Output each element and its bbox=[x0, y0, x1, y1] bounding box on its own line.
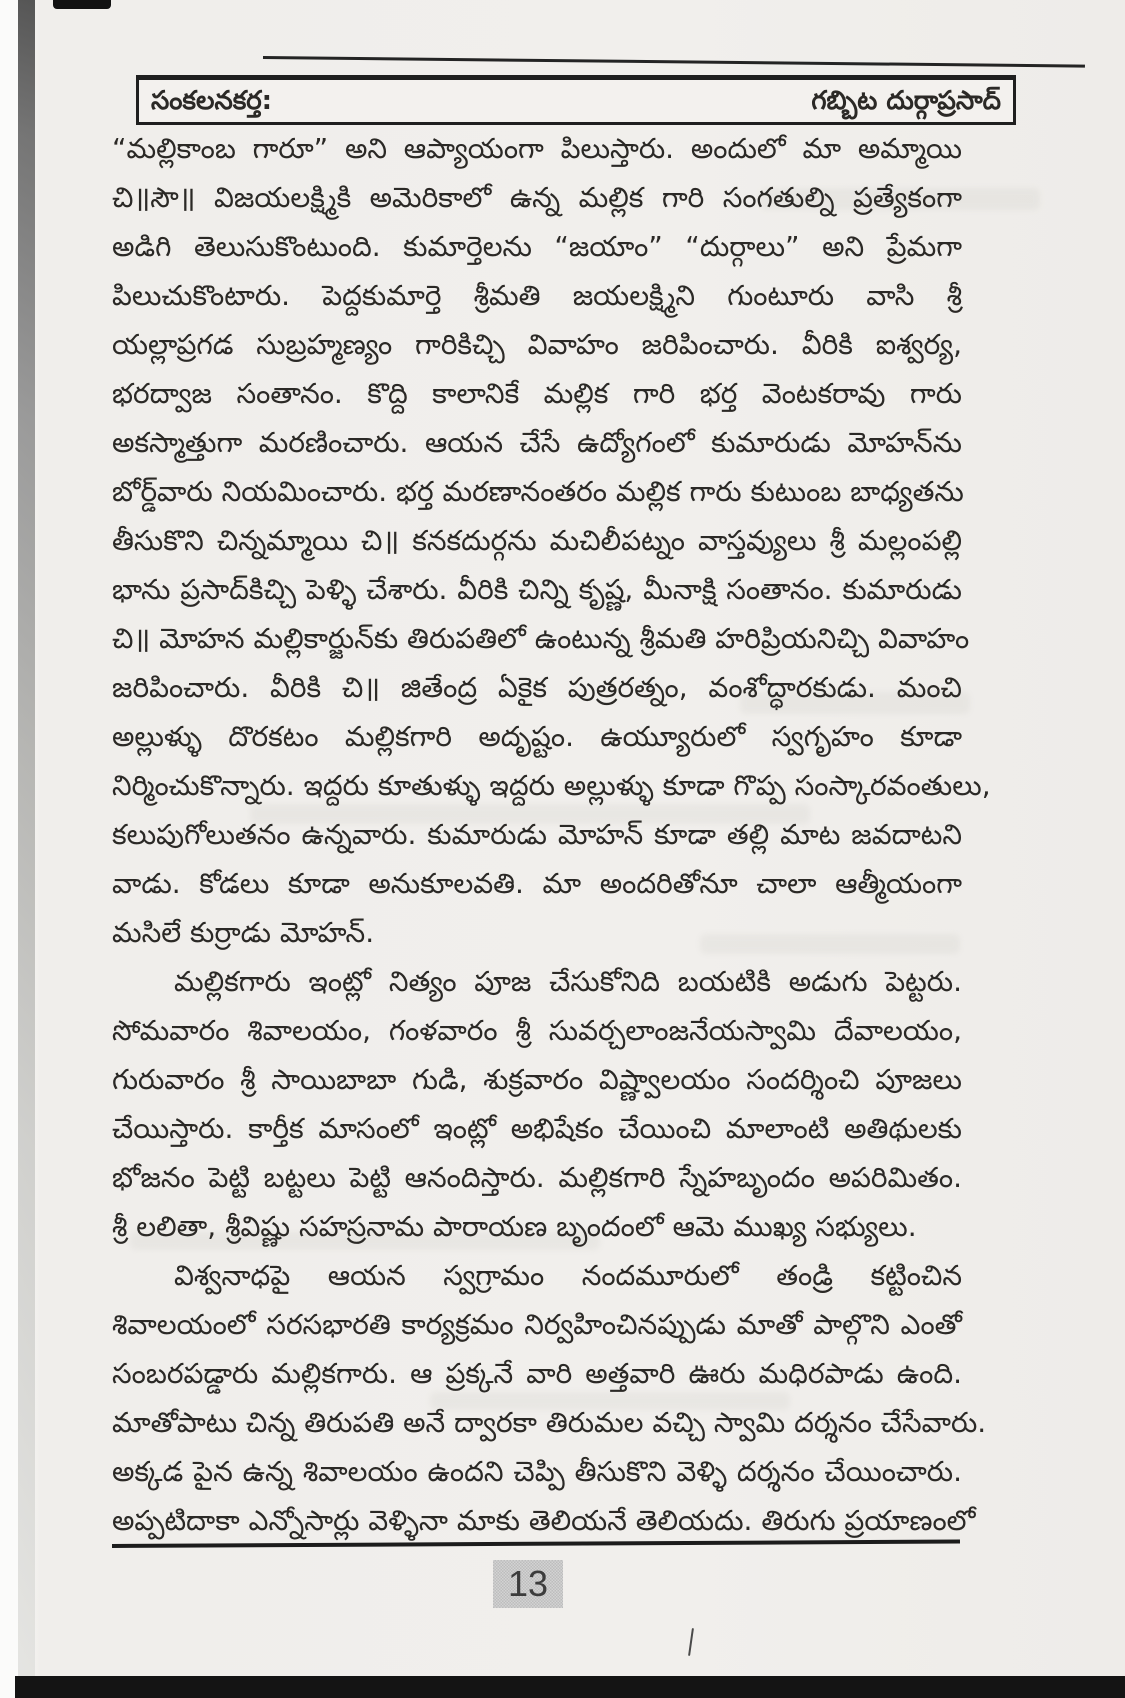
text-line: చేయిస్తారు. కార్తీక మాసంలో ఇంట్లో అభిషేకం చేయించి మాలాంటి అతిథులకు bbox=[112, 1112, 962, 1145]
text-line: సోమవారం శివాలయం, గంళవారం శ్రీ సువర్చలాంజనేయస్వామి దేవాలయం, bbox=[112, 1014, 962, 1047]
body-text bbox=[112, 124, 991, 1545]
text-line: సంబరపడ్డారు మల్లికగారు. ఆ ప్రక్కనే వారి అత్తవారి ఊరు మధిరపాడు ఉంది. bbox=[112, 1357, 962, 1390]
text-line: విశ్వనాధపై ఆయన స్వగ్రామం నందమూరులో తండ్రి కట్టించిన bbox=[174, 1259, 962, 1292]
scan-artifact-hair bbox=[688, 1628, 694, 1656]
text-line: యల్లాప్రగడ సుబ్రహ్మణ్యం గారికిచ్చి వివాహం జరిపించారు. వీరికి ఐశ్వర్య, bbox=[112, 328, 962, 361]
text-line: అక్కడ పైన ఉన్న శివాలయం ఉందని చెప్పి తీసుకొని వెళ్ళి దర్శనం చేయించారు. bbox=[112, 1455, 962, 1488]
text-line: తీసుకొని చిన్నమ్మాయి చి॥ కనకదుర్గను మచిలీపట్నం వాస్తవ్యులు శ్రీ మల్లంపల్లి bbox=[112, 524, 962, 557]
text-line: నిర్మించుకొన్నారు. ఇద్దరు కూతుళ్ళు ఇద్దరు అల్లుళ్ళు కూడా గొప్ప సంస్కారవంతులు, bbox=[112, 769, 991, 802]
text-line: భరద్వాజ సంతానం. కొద్ది కాలానికే మల్లిక గారి భర్త వెంటకరావు గారు bbox=[112, 377, 962, 410]
text-line: బోర్డ్‌వారు నియమించారు. భర్త మరణానంతరం మల్లిక గారు కుటుంబ బాధ్యతను bbox=[112, 475, 964, 508]
text-line: మసిలే కుర్రాడు మోహన్. bbox=[112, 916, 375, 949]
page-number bbox=[493, 1560, 563, 1608]
text-line: అప్పటిదాకా ఎన్నోసార్లు వెళ్ళినా మాకు తెలియనే తెలియదు. తిరుగు ప్రయాణంలో bbox=[112, 1504, 976, 1537]
binding-shadow bbox=[18, 0, 35, 1677]
scan-artifact-top bbox=[53, 0, 111, 9]
text-line: అడిగి తెలుసుకొంటుంది. కుమార్తెలను “జయాం” “దుర్గాలు” అని ప్రేమగా bbox=[112, 230, 962, 263]
text-line: అకస్మాత్తుగా మరణించారు. ఆయన చేసే ఉద్యోగంలో కుమారుడు మోహన్‌ను bbox=[112, 426, 962, 459]
text-line: అల్లుళ్ళు దొరకటం మల్లికగారి అదృష్టం. ఉయ్యూరులో స్వగృహం కూడా bbox=[112, 720, 962, 753]
text-line: మాతోపాటు చిన్న తిరుపతి అనే ద్వారకా తిరుమల వచ్చి స్వామి దర్శనం చేసేవారు. bbox=[112, 1406, 987, 1439]
text-line: భోజనం పెట్టి బట్టలు పెట్టి ఆనందిస్తారు. మల్లికగారి స్నేహబృందం అపరిమితం. bbox=[112, 1161, 962, 1194]
text-line: పిలుచుకొంటారు. పెద్దకుమార్తె శ్రీమతి జయలక్ష్మిని గుంటూరు వాసి శ్రీ bbox=[112, 279, 962, 312]
text-line: వాడు. కోడలు కూడా అనుకూలవతి. మా అందరితోనూ చాలా ఆత్మీయంగా bbox=[112, 867, 962, 900]
text-line: జరిపించారు. వీరికి చి॥ జితేంద్ర ఏకైక పుత్రరత్నం, వంశోద్ధారకుడు. మంచి bbox=[112, 671, 962, 704]
text-line: కలుపుగోలుతనం ఉన్నవారు. కుమారుడు మోహన్ కూడా తల్లి మాట జవదాటని bbox=[112, 818, 962, 851]
page-number-label: 13 bbox=[507, 1563, 549, 1604]
text-line: భాను ప్రసాద్‌కిచ్చి పెళ్ళి చేశారు. వీరికి చిన్ని కృష్ణ, మీనాక్షి సంతానం. కుమారుడు bbox=[112, 573, 962, 606]
text-line: మల్లికగారు ఇంట్లో నిత్యం పూజ చేసుకోనిది బయటికి అడుగు పెట్టరు. bbox=[174, 965, 962, 998]
header-right-label: గబ్బిట దుర్గాప్రసాద్ bbox=[811, 86, 1001, 116]
scan-edge-bottom bbox=[15, 1676, 1125, 1698]
text-line: చి॥ మోహన మల్లికార్జున్‌కు తిరుపతిలో ఉంటున్న శ్రీమతి హరిప్రియనిచ్చి వివాహం bbox=[112, 622, 970, 655]
text-line: “మల్లికాంబ గారూ” అని ఆప్యాయంగా పిలుస్తారు. అందులో మా అమ్మాయి bbox=[112, 132, 962, 165]
text-line: శివాలయంలో సరసభారతి కార్యక్రమం నిర్వహించినప్పుడు మాతో పాల్గొని ఎంతో bbox=[112, 1308, 962, 1341]
page-header bbox=[136, 75, 1016, 125]
header-left-label: సంకలనకర్త: bbox=[151, 86, 273, 116]
text-line: శ్రీ లలితా, శ్రీవిష్ణు సహస్రనామ పారాయణ బృందంలో ఆమె ముఖ్య సభ్యులు. bbox=[112, 1210, 917, 1243]
header-rule bbox=[263, 56, 1085, 68]
text-line: చి॥సౌ॥ విజయలక్ష్మికి అమెరికాలో ఉన్న మల్లిక గారి సంగతుల్ని ప్రత్యేకంగా bbox=[112, 181, 962, 214]
text-line: గురువారం శ్రీ సాయిబాబా గుడి, శుక్రవారం విష్ణ్వాలయం సందర్శించి పూజలు bbox=[112, 1063, 962, 1096]
